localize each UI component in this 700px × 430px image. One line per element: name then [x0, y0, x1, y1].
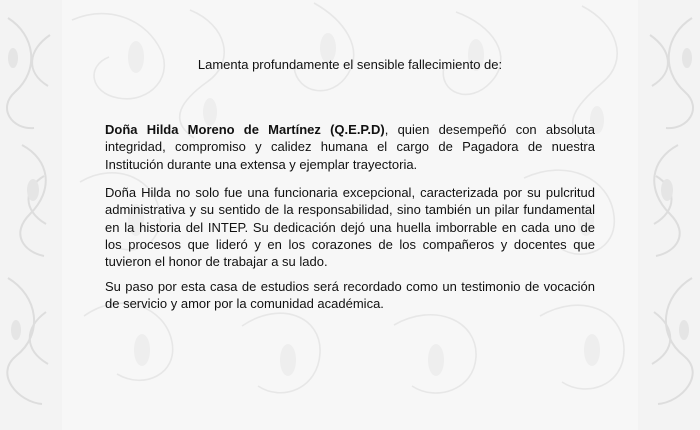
left-damask-ornament — [0, 0, 70, 430]
deceased-name: Doña Hilda Moreno de Martínez (Q.E.P.D) — [105, 122, 385, 137]
memorial-paragraph-1-text: , quien desempeñó con absoluta integridad, compromiso y calidez humana el cargo de Pagadora de nuestra Institución durante una extensa y ejemplar trayectoria. — [105, 122, 596, 172]
memorial-heading: Lamenta profundamente el sensible fallecimiento de: — [197, 57, 503, 72]
right-damask-ornament — [630, 0, 700, 430]
memorial-paragraph-1 — [105, 121, 595, 173]
memorial-paragraph-3: Su paso por esta casa de estudios será recordado como un testimonio de vocación de servicio y amor por la comunidad académica. — [105, 279, 595, 312]
memorial-paragraph-2: Doña Hilda no solo fue una funcionaria excepcional, caracterizada por su pulcritud administrativa y su sentido de la responsabilidad, sino también un pilar fundamental en la historia del INTEP. Su dedicación dejó una huella imborrable en cada uno de los procesos que lideró y en los corazones de los compañeros y docentes que tuvieron el honor de trabajar a su lado. — [105, 185, 595, 270]
memorial-paper — [62, 0, 638, 430]
